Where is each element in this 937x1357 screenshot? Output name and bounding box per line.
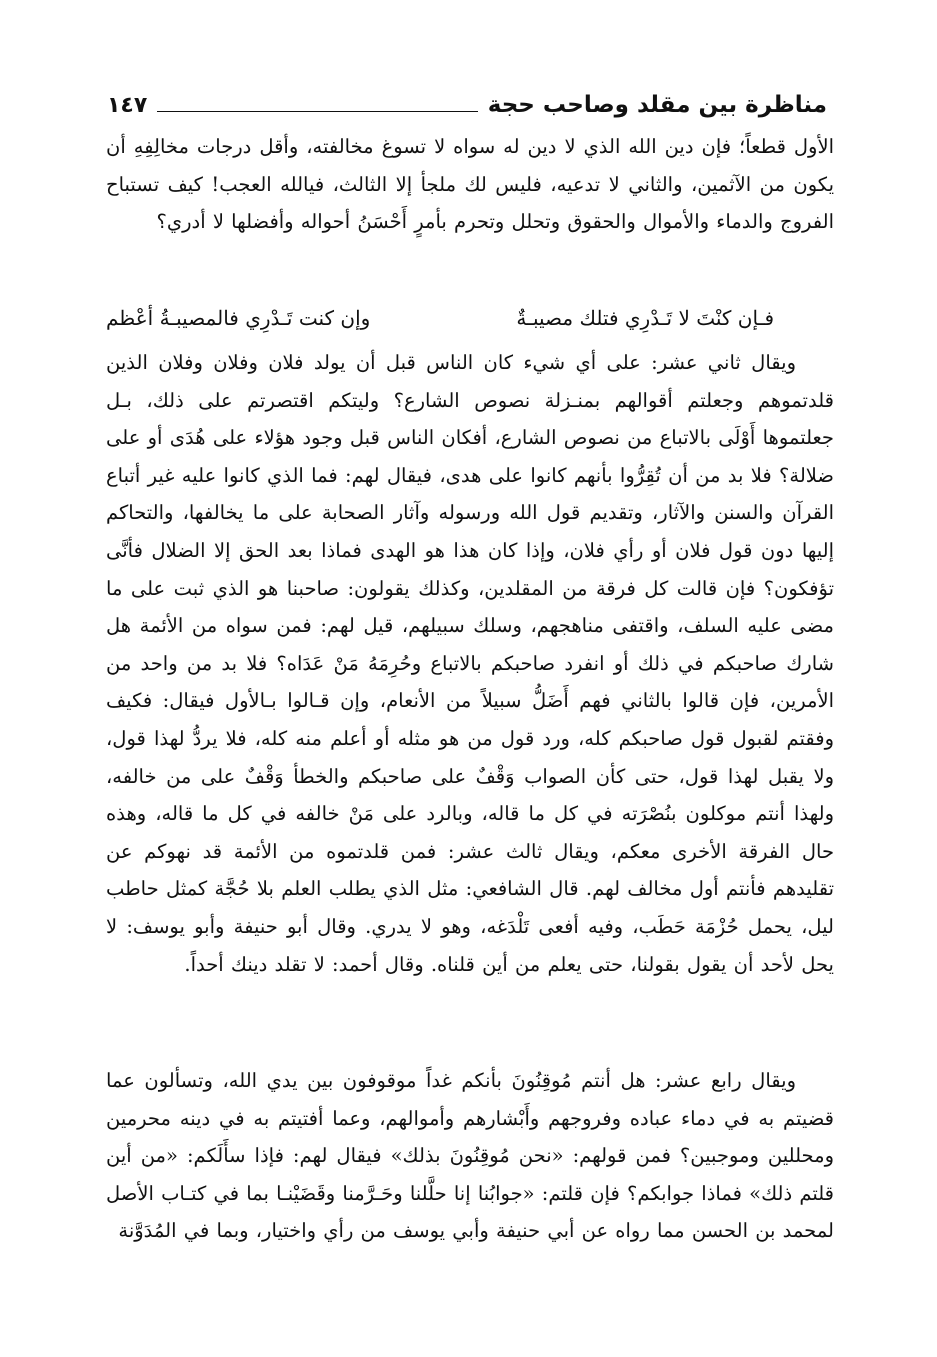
- paragraph: الأول قطعاً؛ فإن دين الله الذي لا دين له سواه لا تسوغ مخالفته، وأقل درجات مخالِفِهِ أن يكون من الآثمين، والثاني لا تدعيه، فليس لك ملجأ إلا الثالث، فيالله العجب! كيف تستباح الفروج والدماء والأموال والحقوق وتحلل وتحرم بأمرٍ أَحْسَنُ أحواله وأفضلها لا أدري؟: [106, 135, 834, 234]
- poem-first-hemistich: فـإن كنْتَ لا تَـدْرِي فتلك مصيبـةٌ: [516, 306, 774, 330]
- paragraph: ويقال ثاني عشر: على أي شيء كان الناس قبل أن يولد فلان وفلان وفلان الذين قلدتموهم وجعلتم أقوالهم بمنـزلة نصوص الشارع؟ وليتكم اقتصرتم على ذلك، بـل جعلتموها أَوْلَى بالاتباع من نصوص الشارع، أفكان الناس قبل وجود هؤلاء على هُدَى أو على ضلالة؟ فلا بد من أن تُقِرُّوا بأنهم كانوا على هدى، فيقال لهم: فما الذي كانوا عليه غير أتباع القرآن والسنن والآثار، وتقديم قول الله ورسوله وآثار الصحابة على ما يخالفها، والتحاكم إليها دون قول فلان أو رأي فلان، وإذا كان هذا هو الهدى فماذا بعد الحق إلا الضلال فأنَّى تؤفكون؟ فإن قالت كل فرقة من المقلدين، وكذلك يقولون: صاحبنا هو الذي ثبت على ما مضى عليه السلف، واقتفى مناهجهم، وسلك سبيلهم، قيل لهم: فمن سواه من الأئمة هل شارك صاحبكم في ذلك أو انفرد صاحبكم بالاتباع وحُرِمَهُ مَنْ عَدَاه؟ فلا بد من واحد من الأمرين، فإن قالوا بالثاني فهم أَضَلُّ سبيلاً من الأنعام، وإن قـالوا بـالأول فيقال: فكيف وفقتم لقبول قول صاحبكم كله، ورد قول من هو مثله أو أعلم منه كله، فلا يردُّ لهذا قول، ولا يقبل لهذا قول، حتى كأن الصواب وَقْفٌ على صاحبكم والخطأ وَقْفٌ على من خالفه، ولهذا أنتم موكلون بنُصْرَته في كل ما قاله، وبالرد على مَنْ خالفه في كل ما قاله، وهذه حال الفرقة الأخرى معكم، ويقال ثالث عشر: فمن قلدتموه من الأئمة قد نهوكم عن تقليدهم فأنتم أول مخالف لهم. قال الشافعي: مثل الذي يطلب العلم بلا حُجَّة كمثل حاطب ليل، يحمل حُزْمَة حَطَب، وفيه أفعى تَلْدَغه، وهو لا يدري. وقال أبو حنيفة وأبو يوسف: لا يحل لأحد أن يقول بقولنا، حتى يعلم من أين قلناه. وقال أحمد: لا تقلد دينك أحداً.: [106, 351, 834, 976]
- poem-second-hemistich: وإن كنت تَـدْرِي فالمصيبـةُ أعْظم: [106, 306, 371, 330]
- running-title: مناظرة بين مقلد وصاحب حجة: [487, 92, 827, 118]
- text-block-main: [106, 344, 834, 983]
- header-rule: [157, 111, 477, 112]
- poem-verse: [106, 298, 834, 338]
- paragraph: ويقال رابع عشر: هل أنتم مُوقِنُونَ بأنكم غداً موقوفون بين يدي الله، وتسألون عما قضيتم به في دماء عباده وفروجهم وأَبْشارهم وأموالهم، وعما أفتيتم به في دينه محرمين ومحللين وموجبين؟ فمن قولهم: «نحن مُوقِنُونَ بذلك» فيقال لهم: فإذا سأَلَكم: «من أين قلتم ذلك» فماذا جوابكم؟ فإن قلتم: «جوابُنا إنا حلَّلنا وحَـرَّمنا وقَضَيْنـا بما في كتـاب الأصل لمحمد بن الحسن مما رواه عن أبي حنيفة وأبي يوسف من رأي واختيار، وبما في المُدَوَّنة: [106, 1069, 834, 1243]
- text-block-final: [106, 1062, 834, 1250]
- page-number: ١٤٧: [107, 93, 148, 118]
- text-block-intro: [106, 128, 834, 241]
- page-header: [107, 82, 827, 122]
